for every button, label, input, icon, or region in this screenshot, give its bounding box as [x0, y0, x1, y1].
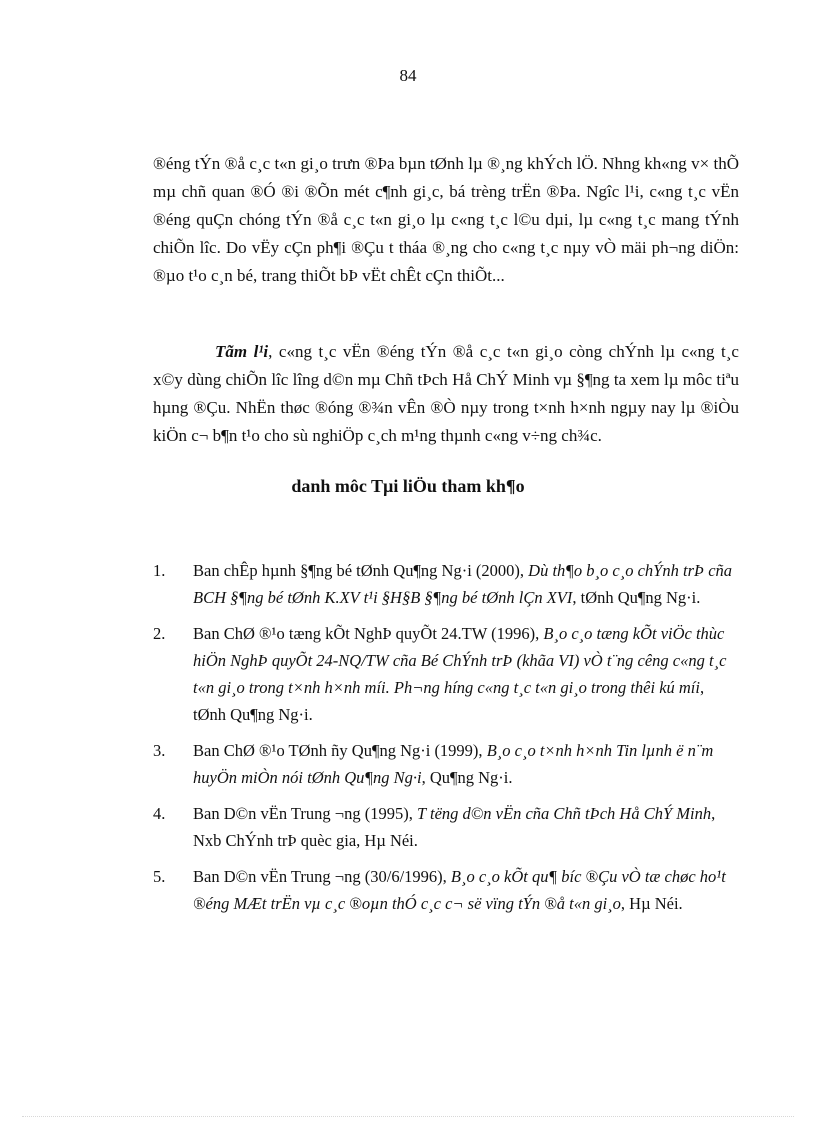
body-paragraph-1: ®éng tÝn ®å c¸c t«n gi¸o trưn ®Þa bµn tØnh lµ ®¸ng khÝch lÖ. Nhng kh«ng v× thÕ mµ chñ quan ®Ó ®i ®Õn mét c¶nh gi¸c, bá trèng trËn ®Þa. Ngîc l¹i, c«ng t¸c vËn ®éng quÇn chóng tÝn ®å c¸c t«n gi¸o lµ c«ng t¸c l©u dµi, lµ c«ng t¸c mang tÝnh chiÕn lîc. Do vËy cÇn ph¶i ®Çu t tháa ®¸ng cho c«ng t¸c nµy vÒ mäi ph¬ng diÖn: ®µo t¹o c¸n bé, trang thiÕt bÞ vËt chÊt cÇn thiÕt...	[153, 154, 739, 285]
reference-publisher: , Nxb ChÝnh trÞ quèc gia, Hµ Néi.	[193, 804, 716, 850]
reference-number: 2.	[153, 624, 166, 643]
paragraph-body: , c«ng t¸c vËn ®éng tÝn ®å c¸c t«n gi¸o còng chÝnh lµ c«ng t¸c x©y dùng chiÕn lîc lîng d©n mµ Chñ tÞch Hå ChÝ Minh vµ §¶ng ta xem lµ môc tiªu hµng ®Çu. NhËn thøc ®óng ®¾n vÊn ®Ò nµy trong t×nh h×nh ngµy nay lµ ®iÒu kiÖn c¬ b¶n t¹o cho sù nghiÖp c¸ch m¹ng thµnh c«ng v÷ng ch¾c.	[153, 342, 739, 445]
reference-number: 1.	[153, 561, 166, 580]
reference-title: Dù th¶o b¸o c¸o chÝnh trÞ cña BCH §¶ng bé tØnh K.XV t¹i §H§B §¶ng bé tØnh lÇn XVI	[193, 561, 733, 607]
reference-author: Ban D©n vËn Trung ¬ng (1995),	[193, 804, 417, 823]
reference-author: Ban ChØ ®¹o tæng kÕt NghÞ quyÕt 24.TW (1996),	[193, 624, 544, 643]
body-paragraph-2	[153, 338, 739, 450]
reference-number: 4.	[153, 804, 166, 823]
reference-title: B¸o c¸o tæng kÕt viÖc thùc hiÖn NghÞ quyÕt 24-NQ/TW cña Bé ChÝnh trÞ (khãa VI) vÒ t¨ng cêng c«ng t¸c t«n gi¸o trong t×nh h×nh míi. Ph¬ng híng c«ng t¸c t«n gi¸o trong thêi kú míi	[193, 624, 727, 697]
reference-author: Ban ChØ ®¹o TØnh ñy Qu¶ng Ng·i (1999),	[193, 741, 487, 760]
reference-item	[153, 737, 739, 791]
reference-title: T tëng d©n vËn cña Chñ tÞch Hå ChÝ Minh	[416, 804, 712, 823]
reference-publisher: , tØnh Qu¶ng Ng·i.	[572, 588, 701, 607]
page-bottom-rule	[22, 1116, 794, 1117]
reference-number: 3.	[153, 741, 166, 760]
reference-number: 5.	[153, 867, 166, 886]
reference-publisher: , tØnh Qu¶ng Ng·i.	[193, 678, 705, 724]
reference-list	[153, 557, 739, 926]
paragraph-lead-emphasis: Tãm l¹i	[215, 342, 269, 361]
references-heading: danh môc Tµi liÖu tham kh¶o	[291, 476, 525, 496]
reference-author: Ban D©n vËn Trung ¬ng (30/6/1996),	[193, 867, 451, 886]
reference-item	[153, 863, 739, 917]
reference-publisher: , Hµ Néi.	[620, 894, 683, 913]
reference-publisher: , Qu¶ng Ng·i.	[421, 768, 513, 787]
reference-item	[153, 620, 739, 728]
reference-author: Ban chÊp hµnh §¶ng bé tØnh Qu¶ng Ng·i (2000),	[193, 561, 529, 580]
reference-item	[153, 557, 739, 611]
reference-item	[153, 800, 739, 854]
page-number: 84	[399, 66, 417, 85]
reference-title: B¸o c¸o kÕt qu¶ bíc ®Çu vÒ tæ chøc ho¹t ®éng MÆt trËn vµ c¸c ®oµn thÓ c¸c c¬ së vïng tÝn ®å t«n gi¸o	[193, 867, 726, 913]
reference-title: B¸o c¸o t×nh h×nh Tin lµnh ë n¨m huyÖn miÒn nói tØnh Qu¶ng Ng·i	[193, 741, 714, 787]
